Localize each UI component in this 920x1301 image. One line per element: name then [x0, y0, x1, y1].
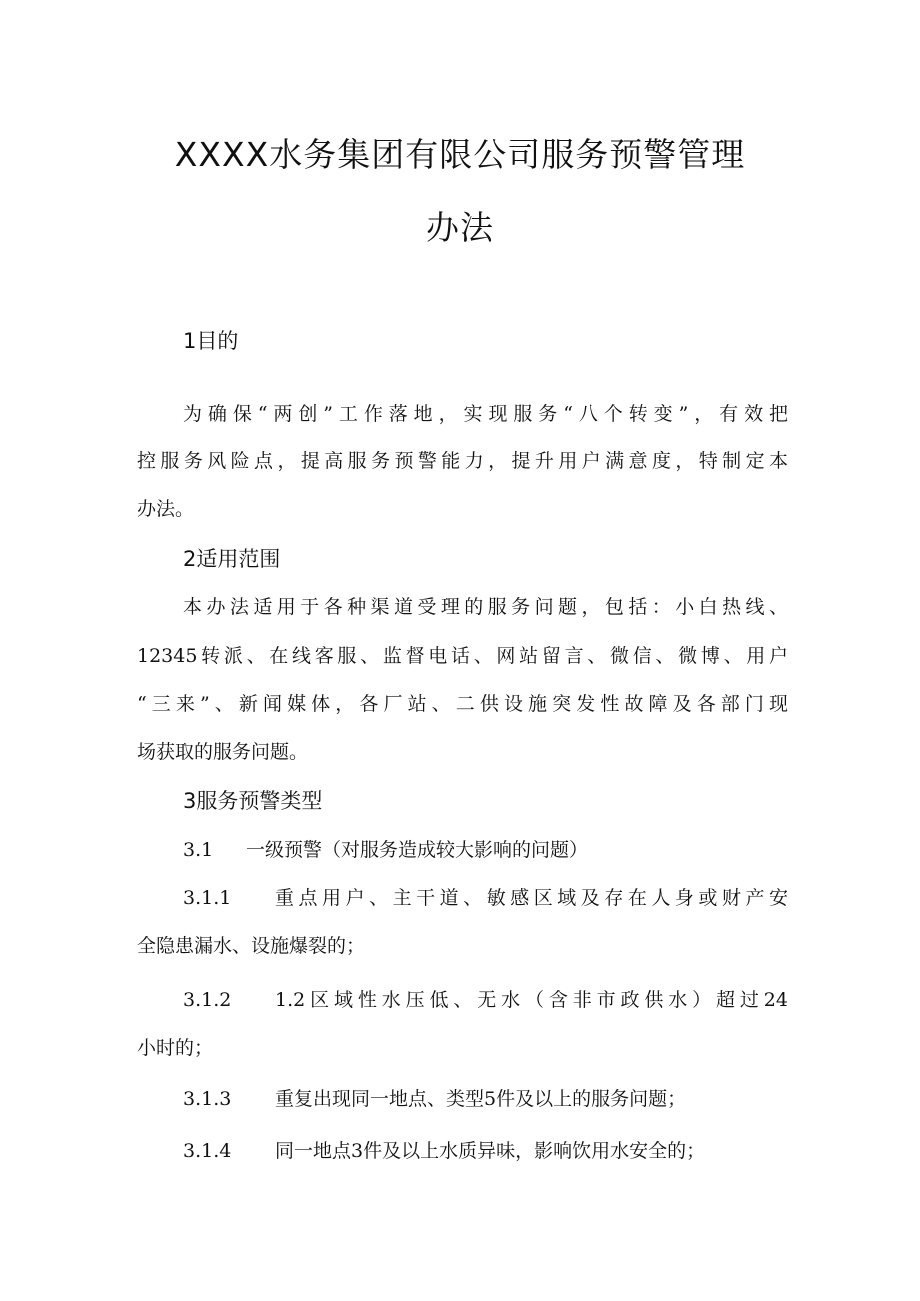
item-text-line: 小时的； [137, 1037, 214, 1059]
paragraph-line: 为确保“两创”工作落地，实现服务“八个转变”，有效把 [183, 403, 788, 425]
subsection-title: 一级预警（对服务造成较大影响的问题） [246, 839, 589, 861]
item-number: 3.1.3 [183, 1088, 232, 1110]
item-text-line: 全隐患漏水、设施爆裂的； [137, 935, 366, 957]
document-title-line-2: 办法 [426, 208, 494, 247]
section-3-heading: 3服务预警类型 [183, 789, 323, 813]
paragraph-line: 12345转派、在线客服、监督电话、网站留言、微信、微博、用户 [137, 645, 788, 667]
subsection-number: 3.1 [183, 839, 214, 861]
item-number: 3.1.4 [183, 1140, 232, 1162]
item-text-line: 重复出现同一地点、类型5件及以上的服务问题； [275, 1088, 687, 1110]
section-2-heading: 2适用范围 [183, 547, 281, 571]
item-text-line: 重点用户、主干道、敏感区域及存在人身或财产安 [275, 887, 788, 909]
paragraph-line: 控服务风险点，提高服务预警能力，提升用户满意度，特制定本 [137, 450, 788, 472]
item-text-line: 1.2区域性水压低、无水（含非市政供水）超过24 [275, 989, 788, 1011]
paragraph-line: “三来”、新闻媒体，各厂站、二供设施突发性故障及各部门现 [137, 693, 788, 715]
item-number: 3.1.2 [183, 989, 232, 1011]
item-text-line: 同一地点3件及以上水质异味，影响饮用水安全的； [275, 1140, 706, 1162]
item-number: 3.1.1 [183, 887, 232, 909]
paragraph-line: 场获取的服务问题。 [137, 741, 309, 763]
paragraph-line: 本办法适用于各种渠道受理的服务问题，包括：小白热线、 [183, 596, 788, 618]
document-title-line-1: XXXX水务集团有限公司服务预警管理 [174, 135, 746, 174]
section-1-heading: 1目的 [183, 329, 239, 353]
paragraph-line: 办法。 [137, 498, 195, 520]
